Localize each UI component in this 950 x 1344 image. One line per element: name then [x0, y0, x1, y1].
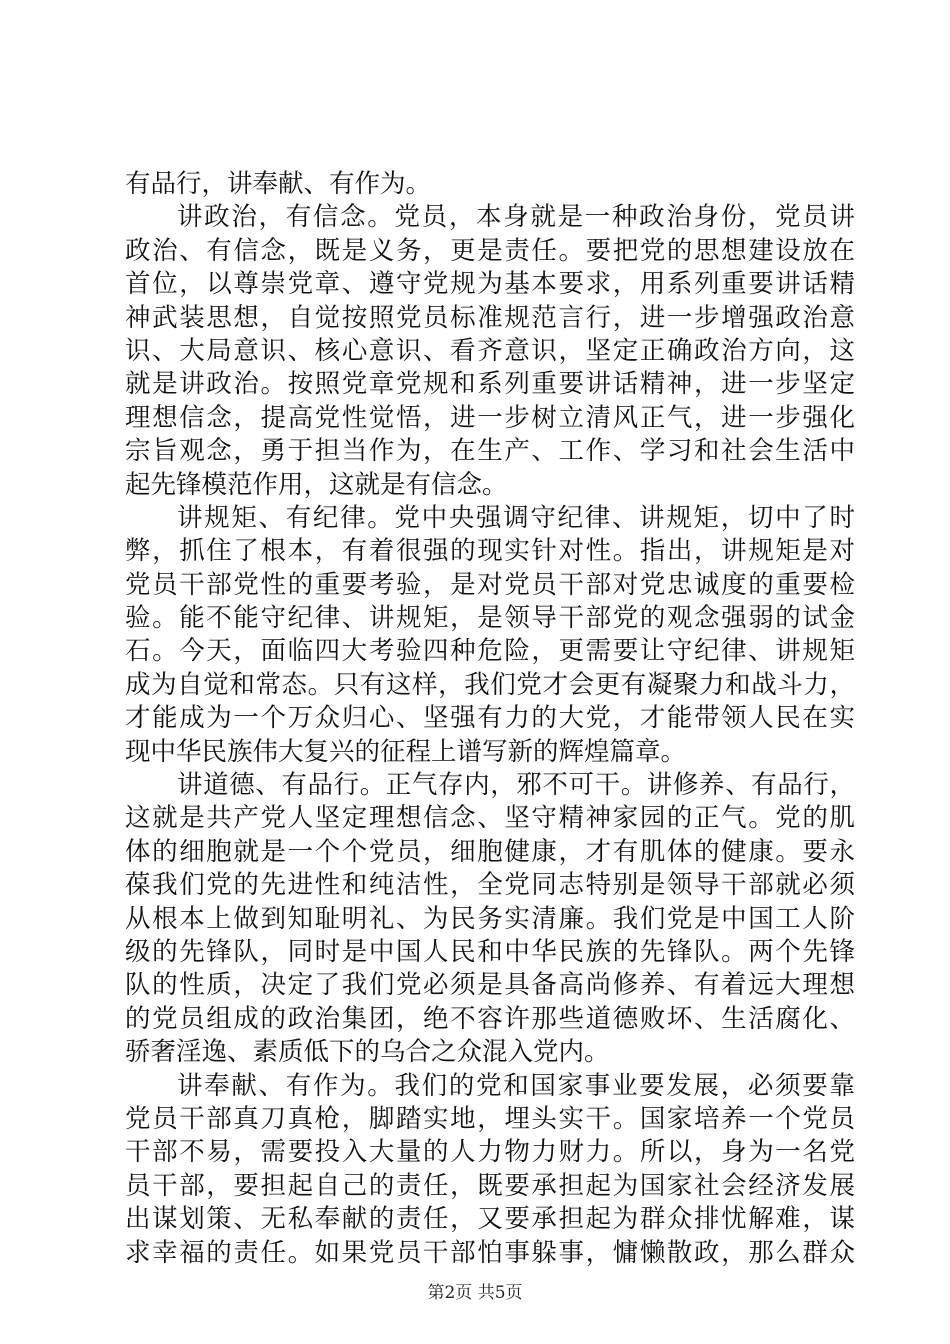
- document-body: [125, 168, 855, 1270]
- text-line: 干部不易，需要投入大量的人力物力财力。所以，身为一名党: [125, 1137, 855, 1168]
- text-line: 讲奉献、有作为。我们的党和国家事业要发展，必须要靠: [177, 1070, 855, 1101]
- text-line: 验。能不能守纪律、讲规矩，是领导干部党的观念强弱的试金: [125, 603, 855, 634]
- text-line: 体的细胞就是一个个党员，细胞健康，才有肌体的健康。要永: [125, 836, 855, 867]
- text-line: 骄奢淫逸、素质低下的乌合之众混入党内。: [125, 1037, 610, 1068]
- text-line: 政治、有信念，既是义务，更是责任。要把党的思想建设放在: [125, 235, 855, 266]
- text-line: 队的性质，决定了我们党必须是具备高尚修养、有着远大理想: [125, 970, 855, 1001]
- text-line: 宗旨观念，勇于担当作为，在生产、工作、学习和社会生活中: [125, 436, 855, 467]
- text-line: 首位，以尊崇党章、遵守党规为基本要求，用系列重要讲话精: [125, 269, 855, 300]
- text-line: 讲规矩、有纪律。党中央强调守纪律、讲规矩，切中了时: [177, 502, 855, 533]
- text-line: 神武装思想，自觉按照党员标准规范言行，进一步增强政治意: [125, 302, 855, 333]
- text-line: 成为自觉和常态。只有这样，我们党才会更有凝聚力和战斗力，: [125, 669, 855, 700]
- text-line: 讲道德、有品行。正气存内，邪不可干。讲修养、有品行，: [177, 770, 855, 801]
- text-line: 就是讲政治。按照党章党规和系列重要讲话精神，进一步坚定: [125, 369, 855, 400]
- text-line: 有品行，讲奉献、有作为。: [125, 169, 432, 199]
- text-line: 石。今天，面临四大考验四种危险，更需要让守纪律、讲规矩: [125, 636, 855, 667]
- text-line: 从根本上做到知耻明礼、为民务实清廉。我们党是中国工人阶: [125, 903, 855, 934]
- page-footer: 第2页 共5页: [427, 1283, 523, 1303]
- text-line: 的党员组成的政治集团，绝不容许那些道德败坏、生活腐化、: [125, 1003, 855, 1034]
- text-line: 讲政治，有信念。党员，本身就是一种政治身份，党员讲: [177, 202, 855, 233]
- text-line: 现中华民族伟大复兴的征程上谱写新的辉煌篇章。: [125, 736, 687, 767]
- text-line: 员干部，要担起自己的责任，既要承担起为国家社会经济发展: [125, 1170, 855, 1201]
- text-line: 求幸福的责任。如果党员干部怕事躲事，慵懒散政，那么群众: [125, 1237, 855, 1268]
- text-line: 识、大局意识、核心意识、看齐意识，坚定正确政治方向，这: [125, 335, 855, 366]
- text-line: 级的先锋队，同时是中国人民和中华民族的先锋队。两个先锋: [125, 936, 855, 967]
- text-line: 弊，抓住了根本，有着很强的现实针对性。指出，讲规矩是对: [125, 536, 855, 567]
- text-line: 葆我们党的先进性和纯洁性，全党同志特别是领导干部就必须: [125, 870, 855, 901]
- text-line: 理想信念，提高党性觉悟，进一步树立清风正气，进一步强化: [125, 402, 855, 433]
- text-line: 起先锋模范作用，这就是有信念。: [125, 469, 508, 500]
- text-line: 这就是共产党人坚定理想信念、坚守精神家园的正气。党的肌: [125, 803, 855, 834]
- text-line: 才能成为一个万众归心、坚强有力的大党，才能带领人民在实: [125, 703, 855, 734]
- text-line: 出谋划策、无私奉献的责任，又要承担起为群众排忧解难，谋: [125, 1204, 855, 1235]
- text-line: 党员干部真刀真枪，脚踏实地，埋头实干。国家培养一个党员: [125, 1103, 855, 1134]
- text-line: 党员干部党性的重要考验，是对党员干部对党忠诚度的重要检: [125, 569, 855, 600]
